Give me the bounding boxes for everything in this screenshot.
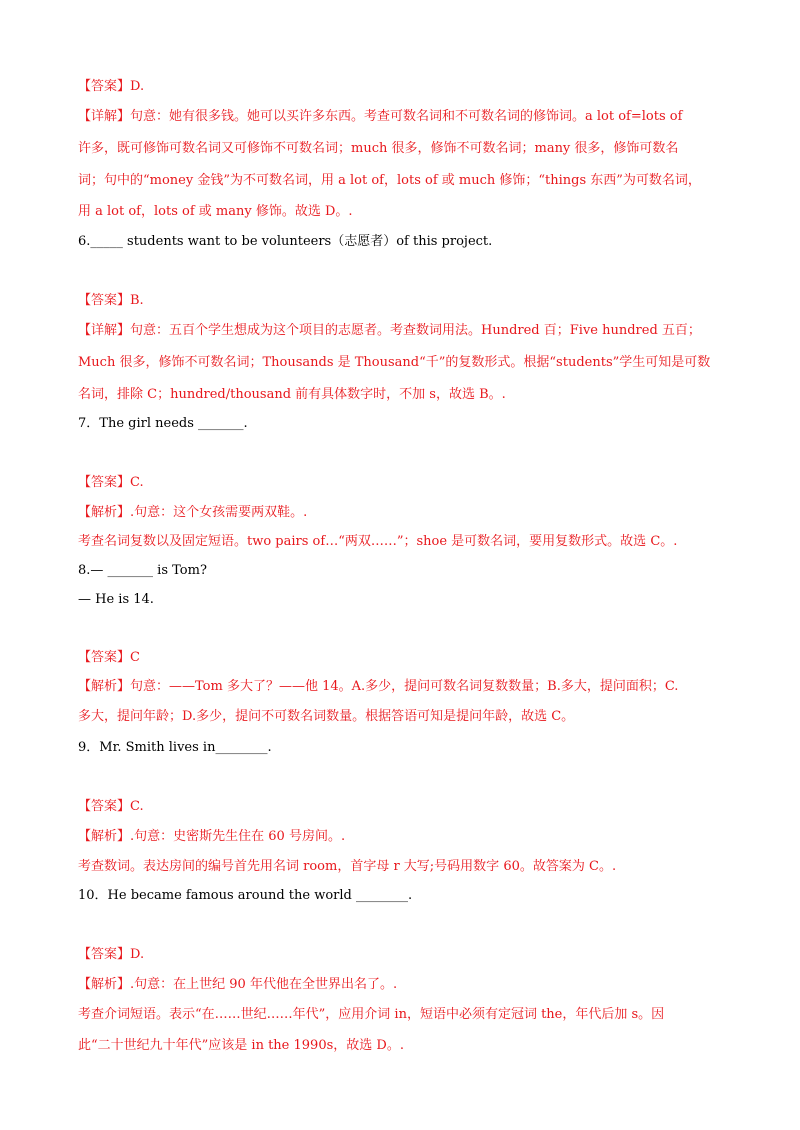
q5-detail-line-1: 【详解】句意：她有很多钱。她可以买许多东西。考查可数名词和不可数名词的修饰词。a lot of=lots of — [78, 109, 683, 124]
q9-detail-line-1: 【解析】.句意：史密斯先生住在 60 号房间。. — [78, 829, 346, 844]
q5-detail-line-3: 词；句中的“money 金钱”为不可数名词，用 a lot of，lots of 或 much 修饰；“things 东西”为可数名词， — [78, 173, 701, 188]
q7-answer: 【答案】C. — [78, 475, 144, 490]
q5-detail-line-4: 用 a lot of，lots of 或 many 修饰。故选 D。. — [78, 204, 353, 219]
q6-detail-line-1: 【详解】句意：五百个学生想成为这个项目的志愿者。考查数词用法。Hundred 百；Five hundred 五百； — [78, 323, 701, 338]
q8-reply: — He is 14. — [78, 592, 154, 607]
q7-detail-line-1: 【解析】.句意：这个女孩需要两双鞋。. — [78, 505, 308, 520]
q10-answer: 【答案】D. — [78, 947, 145, 962]
q8-detail-line-2: 多大，提问年龄；D.多少，提问不可数名词数量。根据答语可知是提问年龄，故选 C。 — [78, 709, 575, 724]
q9-answer: 【答案】C. — [78, 799, 144, 814]
q9-stem: 9．Mr. Smith lives in________. — [78, 740, 272, 755]
q6-detail-line-3: 名词，排除 C；hundred/thousand 前有具体数字时，不加 s，故选 B。. — [78, 387, 506, 402]
q5-detail-line-2: 许多，既可修饰可数名词又可修饰不可数名词；much 很多，修饰不可数名词；many 很多，修饰可数名 — [78, 141, 679, 156]
q10-stem: 10．He became famous around the world ________. — [78, 888, 413, 903]
q6-answer: 【答案】B. — [78, 293, 144, 308]
q9-detail-line-2: 考查数词。表达房间的编号首先用名词 room，首字母 r 大写;号码用数字 60。故答案为 C。. — [78, 859, 617, 874]
q10-detail-line-1: 【解析】.句意：在上世纪 90 年代他在全世界出名了。. — [78, 977, 398, 992]
q6-detail-line-2: Much 很多，修饰不可数名词；Thousands 是 Thousand“千”的复数形式。根据“students”学生可知是可数 — [78, 355, 711, 370]
q8-stem: 8.— _______ is Tom? — [78, 563, 207, 578]
q7-stem: 7．The girl needs _______. — [78, 416, 248, 431]
q8-answer: 【答案】C — [78, 650, 140, 665]
q7-detail-line-2: 考查名词复数以及固定短语。two pairs of…“两双……”；shoe 是可数名词，要用复数形式。故选 C。. — [78, 534, 678, 549]
q8-detail-line-1: 【解析】句意：——Tom 多大了？——他 14。A.多少，提问可数名词复数数量；B.多大，提问面积；C. — [78, 679, 679, 694]
q10-detail-line-3: 此“二十世纪九十年代”应该是 in the 1990s，故选 D。. — [78, 1038, 404, 1053]
q6-stem: 6._____ students want to be volunteers（志愿者）of this project. — [78, 234, 493, 249]
q10-detail-line-2: 考查介词短语。表示“在……世纪……年代”，应用介词 in，短语中必须有定冠词 the，年代后加 s。因 — [78, 1007, 665, 1022]
q5-answer: 【答案】D. — [78, 79, 145, 94]
